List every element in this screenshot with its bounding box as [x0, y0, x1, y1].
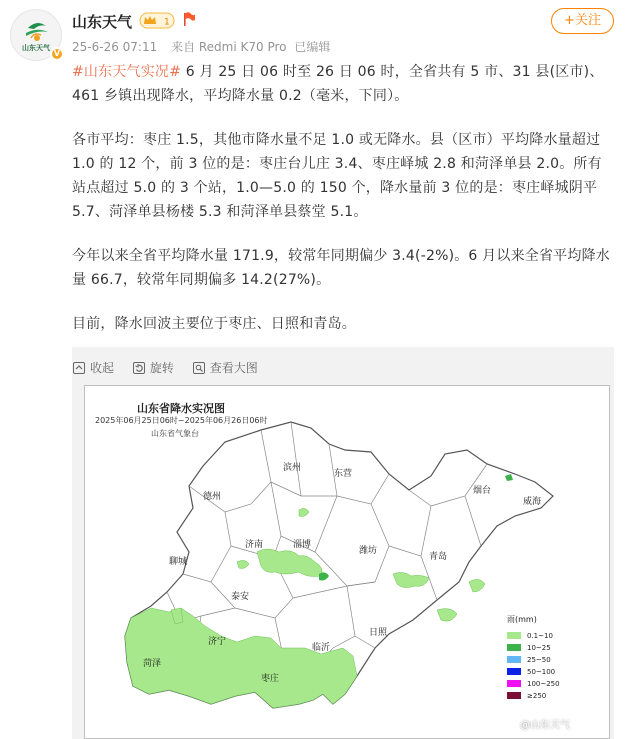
map-subtitle: 2025年06月25日06时~2025年06月26日06时: [95, 416, 268, 425]
user-name[interactable]: 山东天气: [72, 13, 133, 31]
post-paragraph-3: 今年以来全省平均降水量 171.9，较常年同期偏少 3.4(-2%)。6 月以来全省平均降水量 66.7，较常年同期偏多 14.2(27%)。: [72, 248, 610, 288]
legend-label: 10~25: [527, 643, 551, 652]
city-label: 威海: [523, 497, 542, 507]
verified-badge-icon: V: [50, 47, 64, 61]
post-timestamp[interactable]: 25-6-26 07:11: [72, 40, 158, 54]
watermark: @山东天气: [520, 720, 570, 731]
view-large-button[interactable]: [192, 359, 258, 376]
city-label: 东营: [334, 469, 353, 479]
city-label: 聊城: [169, 557, 188, 567]
precipitation-map[interactable]: [84, 385, 610, 739]
post-paragraph-2: 各市平均：枣庄 1.5，其他市降水量不足 1.0 或无降水。县（区市）平均降水量超过 1.0 的 12 个，前 3 位的是：枣庄台儿庄 3.4、枣庄峄城 2.8 和菏泽单县 2.0。所有站点超过 5.0 的 3 个站，1.0—5.0 的 150 个，降水量前 3 位的是：枣庄峄城阴平 5.7、菏泽单县杨楼 5.3 和菏泽单县蔡堂 5.1。: [72, 132, 602, 220]
legend-label: 0.1~10: [527, 631, 553, 640]
topic-tag[interactable]: #山东天气实况#: [72, 64, 182, 80]
city-label: 德州: [203, 492, 222, 502]
city-label: 烟台: [473, 486, 492, 496]
legend-swatch: [507, 632, 521, 639]
post-paragraph-4: 目前，降水回波主要位于枣庄、日照和青岛。: [72, 316, 356, 332]
city-label: 青岛: [429, 552, 448, 562]
legend-label: ≥250: [527, 691, 547, 700]
legend-swatch: [507, 692, 521, 699]
flag-icon: [182, 11, 196, 27]
legend-row: [507, 654, 593, 665]
city-label: 滨州: [283, 463, 302, 473]
city-label: 淄博: [293, 540, 312, 550]
collapse-label: 收起: [90, 361, 115, 375]
post-paragraph-1-text: 6 月 25 日 06 时至 26 日 06 时，全省共有 5 市、31 县(区市)、461 乡镇出现降水，平均降水量 0.2（毫米，下同）。: [72, 64, 604, 104]
legend-title: 雨(mm): [507, 615, 537, 624]
legend-swatch: [507, 680, 521, 687]
city-label: 济南: [245, 540, 264, 550]
legend-row: [507, 630, 593, 641]
member-level-badge-icon: [139, 12, 175, 29]
post-content: [72, 60, 614, 356]
legend-label: 25~50: [527, 655, 551, 664]
city-label: 临沂: [312, 643, 331, 653]
city-label: 日照: [369, 628, 388, 638]
legend-label: 100~250: [527, 679, 560, 688]
legend-swatch: [507, 668, 521, 675]
map-legend: [507, 614, 593, 702]
legend-swatch: [507, 656, 521, 663]
follow-button[interactable]: +关注: [551, 8, 614, 34]
legend-row: [507, 678, 593, 689]
post-source: 来自 Redmi K70 Pro: [171, 40, 287, 54]
rotate-label: 旋转: [149, 361, 174, 375]
collapse-button[interactable]: [72, 359, 114, 376]
image-toolbar: [72, 359, 272, 378]
magnify-icon: [192, 361, 206, 375]
rotate-icon: [132, 361, 146, 375]
post-meta: [72, 38, 340, 55]
collapse-icon: [72, 361, 86, 375]
post-paragraph-1: [72, 60, 614, 108]
member-level: 1: [164, 17, 170, 28]
legend-row: [507, 642, 593, 653]
city-label: 潍坊: [359, 546, 378, 556]
rotate-button[interactable]: [132, 359, 174, 376]
avatar-label: 山东天气: [22, 44, 50, 52]
map-title: 山东省降水实况图: [137, 402, 225, 415]
city-label: 枣庄: [261, 674, 280, 684]
legend-row: [507, 690, 593, 701]
edited-label[interactable]: 已编辑: [294, 40, 331, 54]
view-large-label: 查看大图: [209, 361, 258, 375]
city-label: 泰安: [231, 592, 250, 602]
city-label: 菏泽: [143, 659, 162, 669]
city-label: 济宁: [208, 637, 227, 647]
legend-swatch: [507, 644, 521, 651]
legend-label: 50~100: [527, 667, 556, 676]
legend-row: [507, 666, 593, 677]
map-org: 山东省气象台: [151, 429, 199, 438]
